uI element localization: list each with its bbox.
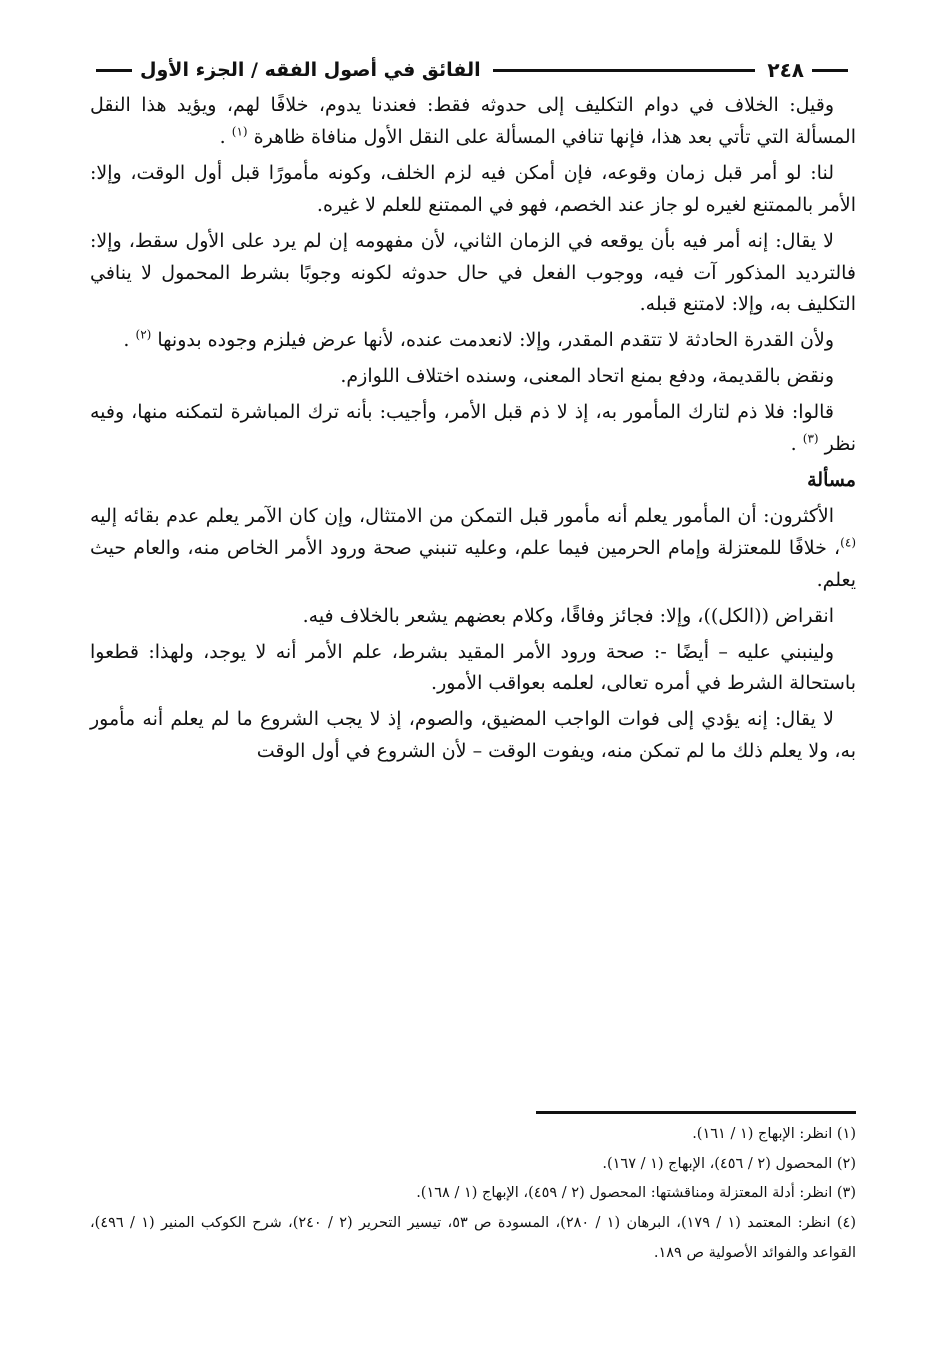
paragraph: لنا: لو أمر قبل زمان وقوعه، فإن أمكن فيه لزم الخلف، وكونه مأمورًا قبل أول الوقت، وإلا: الأمر بالممتنع لغيره لو جاز عند الخصم، فهو في الممتنع للعلم لا غيره. [90,161,856,216]
footnote-ref: (٢) [135,328,152,343]
page-number: ٢٤٨ [767,58,804,82]
footnote-ref: (٤) [840,535,856,550]
footnote-ref: (١) [231,124,248,139]
paragraph: وقيل: الخلاف في دوام التكليف إلى حدوثه فقط: فعندنا يدوم، خلافًا لهم، ويؤيد هذا النقل المسألة التي تأتي بعد هذا، فإنها تنافي المسألة على النقل الأول منافاة ظاهرة $^{(١)}$ . [90,94,856,148]
header-dash-left [96,69,132,72]
running-header [88,52,856,88]
footnote: (٣) انظر: أدلة المعتزلة ومناقشتها: المحصول (٢ / ٤٥٩)، الإبهاج (١ / ١٦٨). [416,1185,856,1202]
paragraph: ولينبني عليه – أيضًا -: صحة ورود الأمر المقيد بشرط، علم الأمر أنه لا يوجد، ولهذا: قطعوا باستحالة الشرط في أمره تعالى، لعلمه بعواقب الأمور. [90,640,856,695]
footnote: (٤) انظر: المعتمد (١ / ١٧٩)، البرهان (١ / ٢٨٠)، المسودة ص ٥٣، تيسير التحرير (٢ / ٢٤٠)، شرح الكوكب المنير (١ / ٤٩٦)، القواعد والفوائد الأصولية ص ١٨٩. [90,1215,856,1261]
header-rule [493,69,756,72]
paragraph: انقراض ((الكل))، وإلا: فجائز وفاقًا، وكلام بعضهم يشعر بالخلاف فيه. [302,604,834,627]
footnote-separator [536,1111,856,1114]
running-title: الفائق في أصول الفقه / الجزء الأول [140,59,481,81]
paragraph: لا يقال: إنه يؤدي إلى فوات الواجب المضيق، والصوم، إذ لا يجب الشروع ما لم يعلم أنه مأمور به، ولا يعلم ذلك ما لم تمكن منه، ويفوت الوقت – لأن الشروع في أول الوقت [90,708,856,763]
footnote: (١) انظر: الإبهاج (١ / ١٦١). [692,1126,856,1142]
header-dash-right [812,69,848,72]
footnote: (٢) المحصول (٢ / ٤٥٦)، الإبهاج (١ / ١٦٧). [602,1155,856,1172]
footnote-ref: (٣) [802,431,819,446]
paragraph: ولأن القدرة الحادثة لا تتقدم المقدر، وإلا: لانعدمت عنده، لأنها عرض فيلزم وجوده بدونها $^{(٢)}$ . [123,328,834,352]
body-text [90,90,856,772]
paragraph: قالوا: فلا ذم لتارك المأمور به، إذ لا ذم قبل الأمر، وأجيب: بأنه ترك المباشرة لتمكنه منها، وفيه نظر $^{(٣)}$ . [90,401,856,456]
paragraph: لا يقال: إنه أمر فيه بأن يوقعه في الزمان الثاني، لأن مفهومه إن لم يرد على الأول سقط، وإلا: فالترديد المذكور آت فيه، ووجوب الفعل في حال حدوثه لكونه وجوبًا بشرط المحمول لا ينافي التكليف به، وإلا: لامتنع قبله. [90,229,856,316]
paragraph: ونقض بالقديمة، ودفع بمنع اتحاد المعنى، وسنده اختلاف اللوازم. [340,365,834,388]
paragraph: الأكثرون: أن المأمور يعلم أنه مأمور قبل التمكن من الامتثال، وإن كان الآمر يعلم عدم بقائه إليه $^{(٤)}$، خلافًا للمعتزلة وإمام الحرمين فيما علم، وعليه تنبني صحة ورود الأمر الخاص منه، والعام حيث يعلم. [90,504,856,591]
section-heading: مسألة [807,468,856,491]
footnotes [90,1120,856,1269]
